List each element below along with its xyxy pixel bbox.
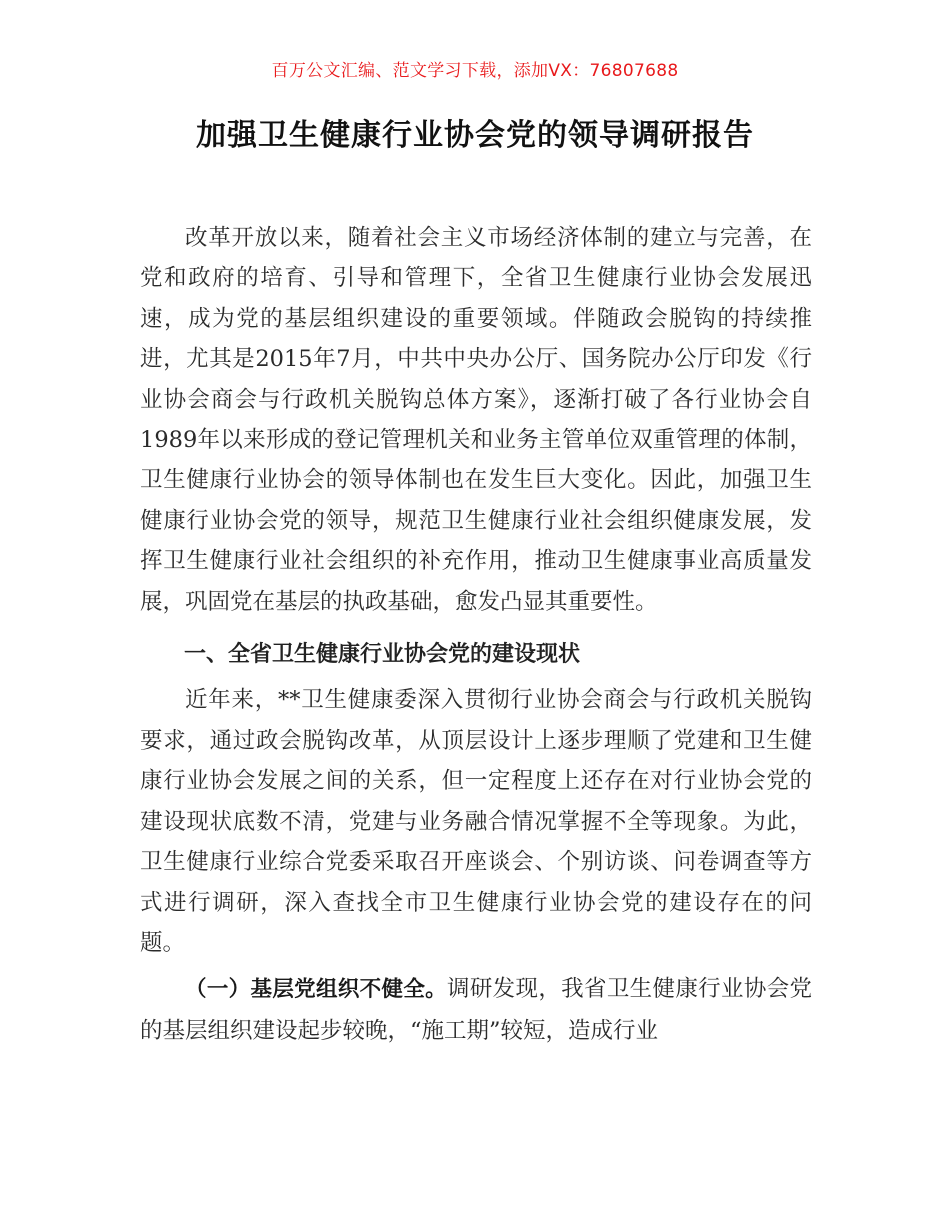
subsection-one-text: 调研发现，我省卫生健康行业协会党的基层组织建设起步较晚，“施工期”较短，造成行业	[140, 976, 812, 1044]
document-body	[140, 218, 812, 1051]
section-one-paragraph: 近年来，**卫生健康委深入贯彻行业协会商会与行政机关脱钩要求，通过政会脱钩改革，从顶层设计上逐步理顺了党建和卫生健康行业协会发展之间的关系，但一定程度上还存在对行业协会党的建设现状底数不清，党建与业务融合情况掌握不全等现象。为此，卫生健康行业综合党委采取召开座谈会、个别访谈、问卷调查等方式进行调研，深入查找全市卫生健康行业协会党的建设存在的问题。	[140, 687, 812, 956]
subsection-one-label: （一）基层党组织不健全。	[185, 977, 447, 1003]
document-title: 加强卫生健康行业协会党的领导调研报告	[196, 118, 754, 153]
section-heading-one: 一、全省卫生健康行业协会党的建设现状	[184, 642, 581, 668]
intro-paragraph: 改革开放以来，随着社会主义市场经济体制的建立与完善，在党和政府的培育、引导和管理下，全省卫生健康行业协会发展迅速，成为党的基层组织建设的重要领域。伴随政会脱钩的持续推进，尤其是2015年7月，中共中央办公厅、国务院办公厅印发《行业协会商会与行政机关脱钩总体方案》，逐渐打破了各行业协会自1989年以来形成的登记管理机关和业务主管单位双重管理的体制，卫生健康行业协会的领导体制也在发生巨大变化。因此，加强卫生健康行业协会党的领导，规范卫生健康行业社会组织健康发展，发挥卫生健康行业社会组织的补充作用，推动卫生健康事业高质量发展，巩固党在基层的执政基础，愈发凸显其重要性。	[140, 225, 812, 615]
subsection-one-paragraph	[140, 969, 812, 1051]
watermark-header: 百万公文汇编、范文学习下载，添加VX：76807688	[271, 61, 679, 81]
